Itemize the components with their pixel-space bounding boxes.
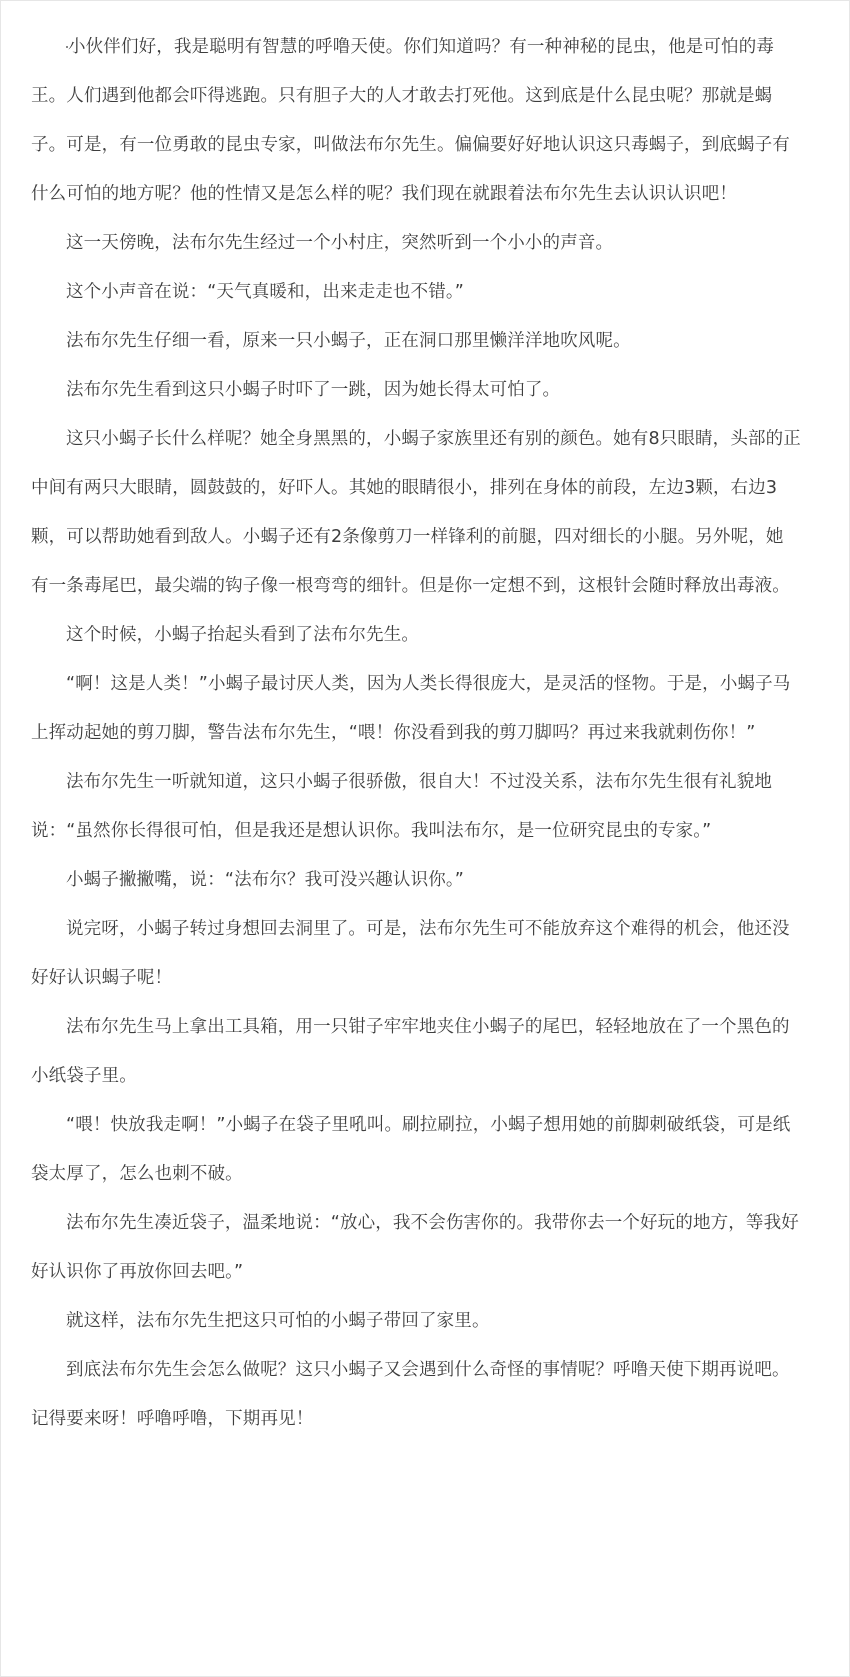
paragraph: 这个时候，小蝎子抬起头看到了法布尔先生。 <box>66 625 419 645</box>
paragraph-text: 小伙伴们好，我是聪明有智慧的呼噜天使。你们知道吗？有一种神秘的昆虫，他是可怕的毒王。人们遇到他都会吓得逃跑。只有胆子大的人才敢去打死他。这到底是什么昆虫呢？那就是蝎子。可是，有一位勇敢的昆虫专家，叫做法布尔先生。偏偏要好好地认识这只毒蝎子，到底蝎子有什么可怕的地方呢？他的性情又是怎么样的呢？我们现在就跟着法布尔先生去认识认识吧！ <box>31 37 790 204</box>
paragraph-intro <box>31 23 801 219</box>
paragraph: 法布尔先生凑近袋子，温柔地说：“放心，我不会伤害你的。我带你去一个好玩的地方，等我好好认识你了再放你回去吧。” <box>31 1213 799 1282</box>
paragraph: 这一天傍晚，法布尔先生经过一个小村庄，突然听到一个小小的声音。 <box>66 233 614 253</box>
paragraph: “啊！这是人类！”小蝎子最讨厌人类，因为人类长得很庞大，是灵活的怪物。于是，小蝎子马上挥动起她的剪刀脚，警告法布尔先生，“喂！你没看到我的剪刀脚吗？再过来我就刺伤你！” <box>31 674 791 743</box>
paragraph: 说完呀，小蝎子转过身想回去洞里了。可是，法布尔先生可不能放弃这个难得的机会，他还没好好认识蝎子呢！ <box>31 919 790 988</box>
paragraph: “喂！快放我走啊！”小蝎子在袋子里吼叫。刷拉刷拉，小蝎子想用她的前脚刺破纸袋，可是纸袋太厚了，怎么也刺不破。 <box>31 1115 791 1184</box>
paragraph: 到底法布尔先生会怎么做呢？这只小蝎子又会遇到什么奇怪的事情呢？呼噜天使下期再说吧。记得要来呀！呼噜呼噜，下期再见！ <box>31 1360 790 1429</box>
article-body <box>31 23 801 1444</box>
paragraph: 法布尔先生一听就知道，这只小蝎子很骄傲，很自大！不过没关系，法布尔先生很有礼貌地说：“虽然你长得很可怕，但是我还是想认识你。我叫法布尔，是一位研究昆虫的专家。” <box>31 772 772 841</box>
paragraph: 法布尔先生看到这只小蝎子时吓了一跳，因为她长得太可怕了。 <box>66 380 561 400</box>
paragraph: 这只小蝎子长什么样呢？她全身黑黑的，小蝎子家族里还有别的颜色。她有8只眼睛，头部的正中间有两只大眼睛，圆鼓鼓的，好吓人。其她的眼睛很小，排列在身体的前段，左边3颗，右边3颗，可以帮助她看到敌人。小蝎子还有2条像剪刀一样锋利的前腿，四对细长的小腿。另外呢，她有一条毒尾巴，最尖端的钩子像一根弯弯的细针。但是你一定想不到，这根针会随时释放出毒液。 <box>31 429 801 596</box>
paragraph: 小蝎子撇撇嘴，说：“法布尔？我可没兴趣认识你。” <box>66 870 464 890</box>
paragraph: 就这样，法布尔先生把这只可怕的小蝎子带回了家里。 <box>66 1311 490 1331</box>
paragraph: 法布尔先生仔细一看，原来一只小蝎子，正在洞口那里懒洋洋地吹风呢。 <box>66 331 631 351</box>
paragraph: 法布尔先生马上拿出工具箱，用一只钳子牢牢地夹住小蝎子的尾巴，轻轻地放在了一个黑色的小纸袋子里。 <box>31 1017 790 1086</box>
paragraph: 这个小声音在说：“天气真暖和，出来走走也不错。” <box>66 282 464 302</box>
